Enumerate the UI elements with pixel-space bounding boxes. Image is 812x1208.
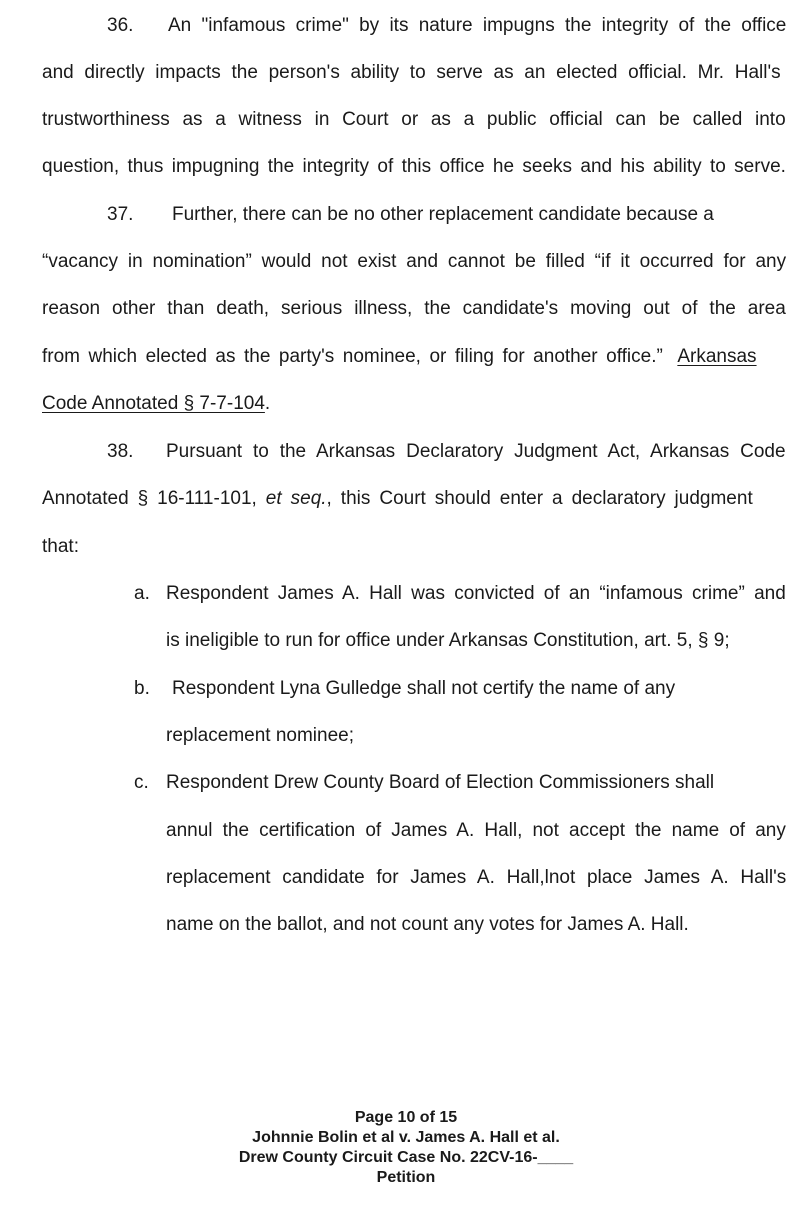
footer-page-number: Page 10 of 15: [354, 1109, 458, 1126]
paragraph-36-line-3: trustworthiness as a witness in Court or as a public official can be called into: [42, 109, 786, 130]
paragraph-37-line-2: “vacancy in nomination” would not exist and cannot be filled “if it occurred for any: [42, 251, 787, 272]
list-item-a-line-1: Respondent James A. Hall was convicted of an “infamous crime” and: [166, 583, 786, 604]
list-item-c-line-4: name on the ballot, and not count any votes for James A. Hall.: [166, 914, 689, 935]
paragraph-38-line-2: [42, 487, 753, 511]
list-item-c-marker: c.: [134, 772, 149, 793]
statute-citation-part-2: Code Annotated § 7-7-104: [42, 393, 265, 414]
paragraph-36-line-4: question, thus impugning the integrity of this office he seeks and his ability to serve.: [42, 156, 786, 177]
footer-case-number: Drew County Circuit Case No. 22CV-16-____: [238, 1149, 574, 1166]
list-item-a-line-2: is ineligible to run for office under Arkansas Constitution, art. 5, § 9;: [166, 630, 730, 651]
list-item-a-marker: a.: [134, 583, 150, 604]
paragraph-36-number: 36.: [107, 15, 134, 36]
paragraph-38-line-1: Pursuant to the Arkansas Declaratory Judgment Act, Arkansas Code: [166, 441, 786, 462]
paragraph-37-line-4: [42, 345, 757, 369]
paragraph-37-line-3: reason other than death, serious illness, the candidate's moving out of the area: [42, 298, 786, 319]
paragraph-37-end: .: [264, 393, 271, 414]
list-item-c-line-1: Respondent Drew County Board of Election Commissioners shall: [166, 772, 715, 793]
paragraph-38-line-2-b: , this Court should enter a declaratory judgment: [326, 488, 753, 509]
paragraph-38-line-3: that:: [42, 536, 79, 557]
list-item-b-line-1: Respondent Lyna Gulledge shall not certify the name of any: [172, 678, 676, 699]
paragraph-38-line-2-a: Annotated § 16-111-101,: [42, 488, 257, 509]
paragraph-37-line-4-text: from which elected as the party's nominee, or filing for another office.”: [42, 346, 663, 367]
paragraph-37-number: 37.: [107, 204, 134, 225]
paragraph-37-line-5: [42, 392, 270, 416]
paragraph-38-number: 38.: [107, 441, 134, 462]
paragraph-36-line-2: and directly impacts the person's ability to serve as an elected official. Mr. Hall's: [42, 62, 781, 83]
footer-document-type: Petition: [376, 1169, 436, 1186]
et-seq-italic: et seq.: [265, 488, 327, 509]
paragraph-36-line-1: An "infamous crime" by its nature impugns the integrity of the office: [168, 15, 787, 36]
statute-citation-part-1: Arkansas: [677, 346, 757, 367]
list-item-c-line-3: replacement candidate for James A. Hall,lnot place James A. Hall's: [166, 867, 787, 888]
paragraph-37-line-1: Further, there can be no other replacement candidate because a: [172, 204, 714, 225]
list-item-c-line-2: annul the certification of James A. Hall, not accept the name of any: [166, 820, 786, 841]
list-item-b-line-2: replacement nominee;: [166, 725, 354, 746]
list-item-b-marker: b.: [134, 678, 150, 699]
footer-case-caption: Johnnie Bolin et al v. James A. Hall et al.: [252, 1129, 560, 1146]
